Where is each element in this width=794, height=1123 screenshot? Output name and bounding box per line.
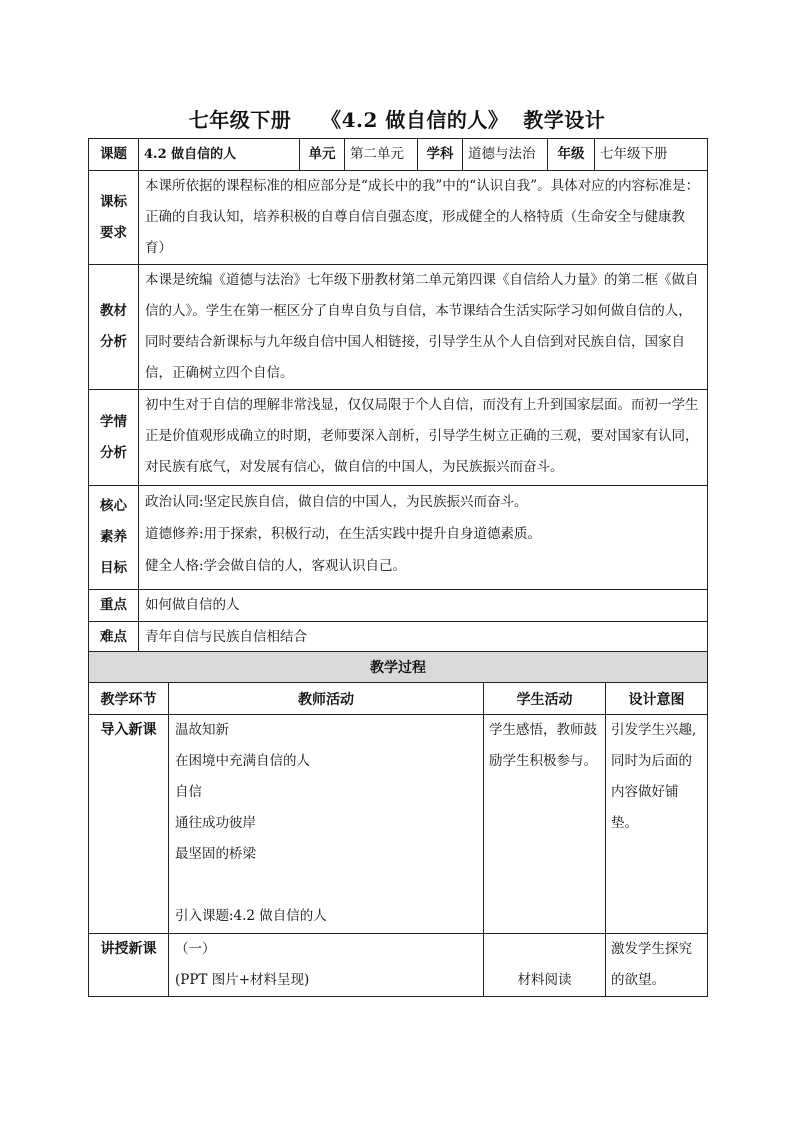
title-lesson: 《4.2 做自信的人》 <box>321 108 509 132</box>
key-point-text: 如何做自信的人 <box>139 590 708 622</box>
goals-list <box>139 486 708 590</box>
teacher-line: 在困境中充满自信的人 <box>175 753 310 769</box>
process-row-intro <box>89 715 708 934</box>
teacher-line: 最坚固的桥梁 <box>175 846 256 862</box>
learners-label-line: 分析 <box>100 444 127 461</box>
standards-label-line: 要求 <box>100 224 127 241</box>
title-suffix: 教学设计 <box>523 108 606 132</box>
material-label-line: 分析 <box>100 334 127 350</box>
topic-value: 4.2 做自信的人 <box>139 139 300 171</box>
teacher-line <box>175 870 478 901</box>
material-label <box>89 265 139 390</box>
intent-line: 同时为后面的 <box>611 753 692 769</box>
header-student: 学生活动 <box>484 683 606 715</box>
teacher-line: 引入课题:4.2 做自信的人 <box>175 908 327 924</box>
learners-label <box>89 390 139 486</box>
student-activity-new <box>484 934 606 997</box>
material-row <box>89 265 708 390</box>
intent-line: 内容做好铺垫。 <box>611 784 679 831</box>
goals-label-line: 核心 <box>100 498 127 514</box>
teacher-activity-new <box>169 934 484 997</box>
topic-label: 课题 <box>89 139 139 171</box>
material-text: 本课是统编《道德与法治》七年级下册教材第二单元第四课《自信给人力量》的第二框《做自信的人》。学生在第一框区分了自卑自负与自信，本节课结合生活实际学习如何做自信的人，同时要结合新课标与九年级自信中国人相链接，引导学生从个人自信到对民族自信，国家自信，正确树立四个自信。 <box>139 265 708 390</box>
process-header-row <box>89 683 708 715</box>
process-heading: 教学过程 <box>89 652 708 683</box>
goals-label-line: 素养 <box>100 529 127 545</box>
goal-item: 道德修养:用于探索，积极行动，在生活实践中提升自身道德素质。 <box>145 526 542 542</box>
difficulty-text: 青年自信与民族自信相结合 <box>139 622 708 654</box>
standards-label-line: 课标 <box>100 193 127 210</box>
design-intent-intro <box>606 715 708 934</box>
standards-text: 本课所依据的课程标准的相应部分是“成长中的我”中的“认识自我”。具体对应的内容标准是：正确的自我认知，培养积极的自尊自信自强态度，形成健全的人格特质（生命安全与健康教育） <box>139 171 708 265</box>
student-line: 材料阅读 <box>517 972 572 988</box>
lesson-info-table <box>88 138 708 654</box>
standards-row <box>89 171 708 265</box>
stage-new: 讲授新课 <box>89 934 169 997</box>
info-row <box>89 139 708 171</box>
process-row-new <box>89 934 708 997</box>
process-heading-row <box>89 652 708 683</box>
teaching-process-table <box>88 651 708 997</box>
goals-label <box>89 486 139 590</box>
teacher-line: 通往成功彼岸 <box>175 815 256 831</box>
header-teacher: 教师活动 <box>169 683 484 715</box>
subject-label: 学科 <box>418 139 463 171</box>
subject-value: 道德与法治 <box>463 139 548 171</box>
teacher-line: 自信 <box>175 784 202 800</box>
header-intent: 设计意图 <box>606 683 708 715</box>
title-grade: 七年级下册 <box>188 108 292 132</box>
header-stage: 教学环节 <box>89 683 169 715</box>
goals-row <box>89 486 708 590</box>
document-title <box>0 104 794 133</box>
teacher-line: （一） <box>175 941 216 957</box>
goal-item: 健全人格:学会做自信的人，客观认识自己。 <box>145 558 407 574</box>
difficulty-row <box>89 622 708 654</box>
intent-line: 激发学生探究 <box>611 941 692 957</box>
student-line <box>489 934 600 965</box>
learners-text: 初中生对于自信的理解非常浅显，仅仅局限于个人自信，而没有上升到国家层面。而初一学生正是价值观形成确立的时期，老师要深入剖析，引导学生树立正确的三观，要对国家有认同，对民族有底气，对发展有信心，做自信的中国人，为民族振兴而奋斗。 <box>139 390 708 486</box>
learners-row <box>89 390 708 486</box>
goal-item: 政治认同:坚定民族自信，做自信的中国人，为民族振兴而奋斗。 <box>145 494 528 510</box>
grade-label: 年级 <box>548 139 595 171</box>
design-intent-new <box>606 934 708 997</box>
learners-label-line: 学情 <box>100 413 127 430</box>
difficulty-label: 难点 <box>89 622 139 654</box>
unit-value: 第二单元 <box>345 139 418 171</box>
grade-value: 七年级下册 <box>595 139 708 171</box>
key-point-row <box>89 590 708 622</box>
intent-line: 引发学生兴趣, <box>611 722 697 738</box>
material-label-line: 教材 <box>100 303 127 319</box>
student-line: 学生感悟，教师鼓 <box>489 722 597 738</box>
key-point-label: 重点 <box>89 590 139 622</box>
standards-label <box>89 171 139 265</box>
teacher-line: 温故知新 <box>175 722 229 738</box>
stage-intro: 导入新课 <box>89 715 169 934</box>
teacher-line: (PPT 图片+材料呈现) <box>175 972 310 988</box>
student-activity-intro <box>484 715 606 934</box>
goals-label-line: 目标 <box>100 560 127 576</box>
unit-label: 单元 <box>300 139 345 171</box>
intent-line: 的欲望。 <box>611 972 665 988</box>
teacher-activity-intro <box>169 715 484 934</box>
student-line: 励学生积极参与。 <box>489 753 597 769</box>
